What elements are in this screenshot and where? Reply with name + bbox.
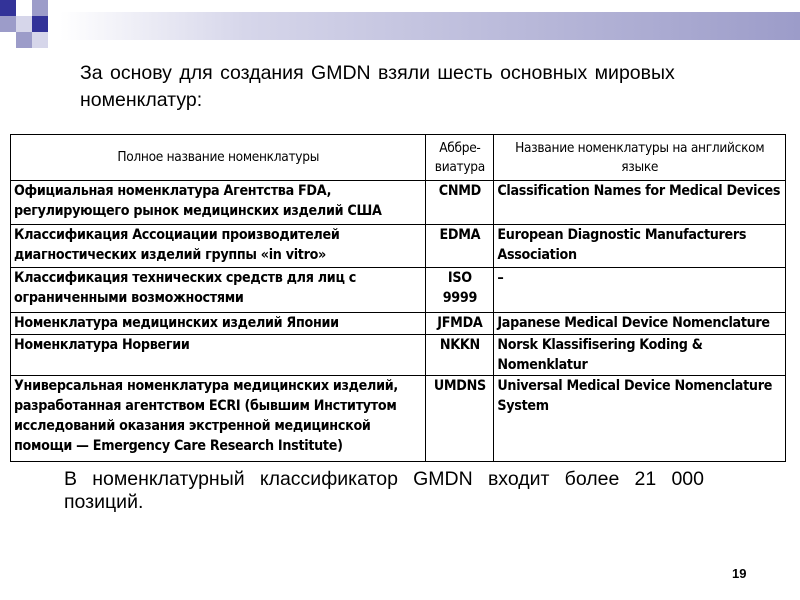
cell-english-name: European Diagnostic Manufacturers Association <box>494 225 786 268</box>
deco-square <box>0 16 16 32</box>
deco-square <box>16 16 32 32</box>
cell-abbr: JFMDA <box>426 313 494 335</box>
intro-text: За основу для создания GMDN взяли шесть основных мировых номенклатур: <box>80 62 675 111</box>
table-header-row <box>11 135 786 181</box>
cell-english-name: Norsk Klassifisering Koding & Nomenklatur <box>494 335 786 376</box>
table-row <box>11 335 786 376</box>
nomenclature-table <box>10 134 786 462</box>
cell-full-name: Номенклатура медицинских изделий Японии <box>11 313 426 335</box>
deco-square <box>16 32 32 48</box>
header-full-name: Полное название номенклатуры <box>11 135 426 181</box>
table-row <box>11 225 786 268</box>
table-row <box>11 313 786 335</box>
table-row <box>11 181 786 225</box>
page-number: 19 <box>732 566 747 581</box>
cell-abbr: ISO 9999 <box>426 268 494 313</box>
header-abbr: Аббре-виатура <box>426 135 494 181</box>
nomenclature-table-container <box>10 134 786 462</box>
cell-english-name: Universal Medical Device Nomenclature System <box>494 376 786 462</box>
cell-full-name: Номенклатура Норвегии <box>11 335 426 376</box>
table-row <box>11 268 786 313</box>
table-row <box>11 376 786 462</box>
cell-full-name: Классификация Ассоциации производителей диагностических изделий группы «in vitro» <box>11 225 426 268</box>
cell-abbr: EDMA <box>426 225 494 268</box>
outro-text: В номенклатурный классификатор GMDN входит более 21 000 позиций. <box>64 468 704 513</box>
deco-gradient-bar <box>60 12 800 40</box>
cell-full-name: Классификация технических средств для лиц с ограниченными возможностями <box>11 268 426 313</box>
deco-square <box>0 0 16 16</box>
cell-full-name: Официальная номенклатура Агентства FDA, регулирующего рынок медицинских изделий США <box>11 181 426 225</box>
cell-abbr: UMDNS <box>426 376 494 462</box>
header-english-name: Название номенклатуры на английском языке <box>494 135 786 181</box>
deco-square <box>32 32 48 48</box>
deco-square <box>32 16 48 32</box>
cell-english-name: Japanese Medical Device Nomenclature <box>494 313 786 335</box>
cell-english-name: Classification Names for Medical Devices <box>494 181 786 225</box>
cell-full-name: Универсальная номенклатура медицинских изделий, разработанная агентством ECRI (бывшим Институтом исследований оказания экстренной медицинской помощи — Emergency Care Research Institute) <box>11 376 426 462</box>
deco-square <box>16 0 32 16</box>
cell-english-name: – <box>494 268 786 313</box>
cell-abbr: CNMD <box>426 181 494 225</box>
deco-square <box>32 0 48 16</box>
cell-abbr: NKKN <box>426 335 494 376</box>
